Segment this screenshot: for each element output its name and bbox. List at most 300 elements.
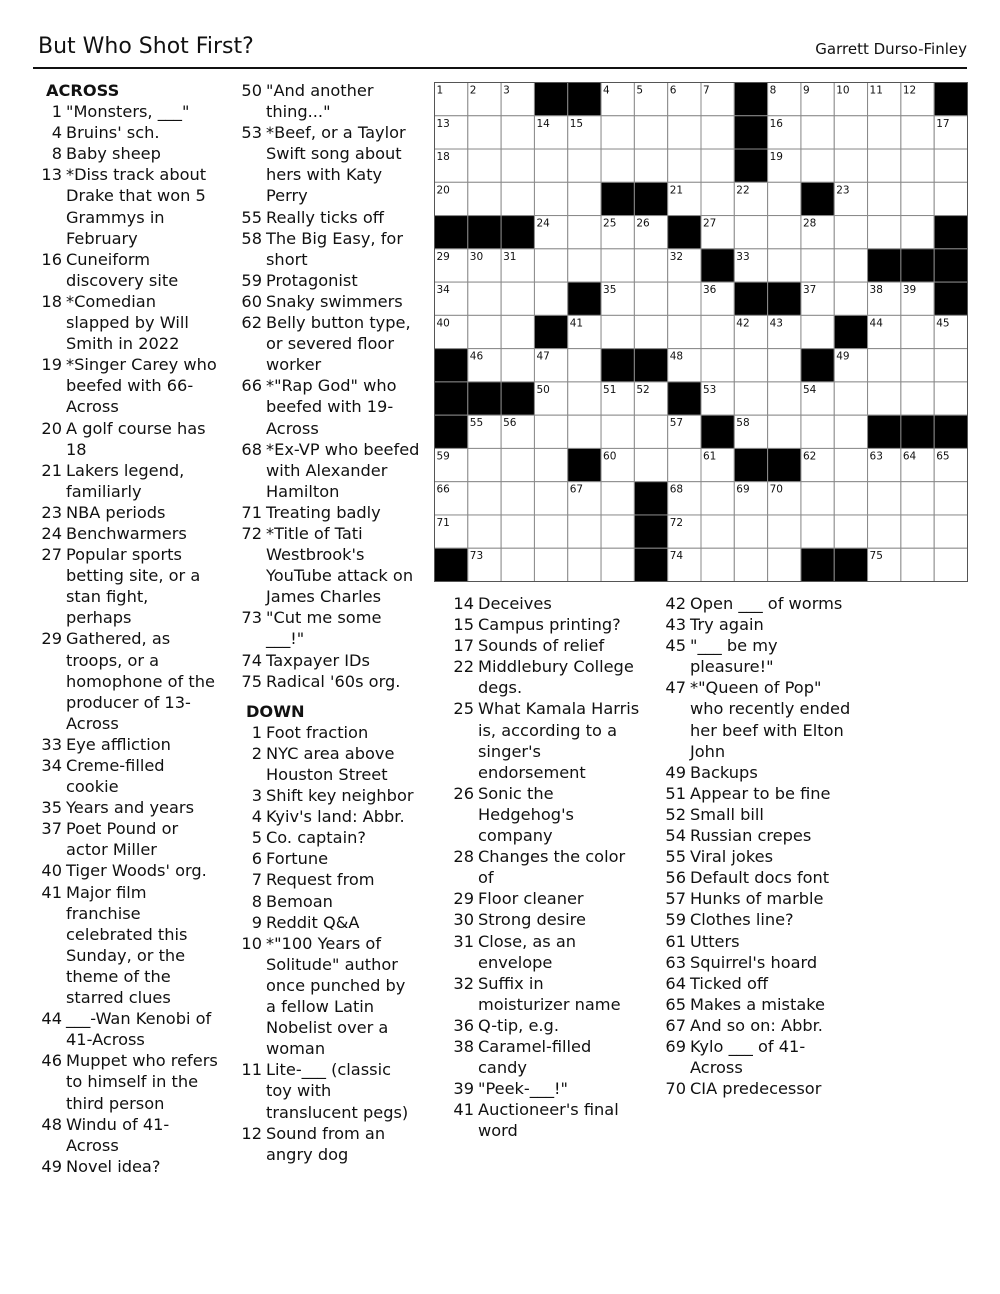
grid-cell[interactable] [668,149,701,182]
clue-item[interactable] [450,614,640,635]
grid-cell[interactable] [468,149,501,182]
clue-item[interactable] [450,931,640,973]
clue-text: Viral jokes [690,847,774,867]
grid-block [568,83,601,116]
cell-number: 47 [536,350,550,363]
grid-cell[interactable] [534,548,567,581]
grid-cell[interactable] [668,282,701,315]
grid-cell[interactable] [501,349,534,382]
grid-cell[interactable] [934,149,967,182]
grid-cell[interactable] [768,415,801,448]
clue-item[interactable] [450,1078,640,1099]
clue-item[interactable] [238,607,420,649]
grid-cell[interactable] [701,182,734,215]
grid-cell[interactable] [768,382,801,415]
grid-cell[interactable] [568,515,601,548]
grid-cell[interactable] [868,116,901,149]
clue-item[interactable] [662,635,852,677]
grid-cell[interactable] [768,249,801,282]
clue-item[interactable] [450,593,640,614]
grid-cell[interactable] [834,216,867,249]
clue-item[interactable] [238,933,420,1060]
clue-item[interactable] [38,143,218,164]
grid-cell[interactable] [501,182,534,215]
grid-cell[interactable] [701,315,734,348]
clue-item[interactable] [238,848,420,869]
clue-item[interactable] [662,994,852,1015]
clue-item[interactable] [38,502,218,523]
grid-cell[interactable] [501,116,534,149]
grid-block [734,83,767,116]
grid-cell[interactable] [734,382,767,415]
grid-block [934,415,967,448]
clue-item[interactable] [662,1078,852,1099]
grid-cell[interactable] [868,482,901,515]
clue-text: Co. captain? [266,828,366,848]
grid-cell[interactable] [534,149,567,182]
clue-item[interactable] [38,882,218,1009]
grid-cell[interactable] [668,116,701,149]
grid-cell[interactable] [701,548,734,581]
grid-cell[interactable] [801,315,834,348]
clue-item[interactable] [450,888,640,909]
grid-cell[interactable] [801,249,834,282]
clue-item[interactable] [38,1050,218,1113]
clue-text: Foot fraction [266,722,369,742]
clue-item[interactable] [238,1059,420,1122]
clue-item[interactable] [662,825,852,846]
cell-number: 10 [836,84,850,97]
clue-item[interactable] [238,912,420,933]
clue-text: Backups [690,762,758,782]
clue-text: Russian crepes [690,826,812,846]
grid-block [901,249,934,282]
grid-cell[interactable] [834,249,867,282]
grid-cell[interactable] [468,315,501,348]
grid-cell[interactable] [901,182,934,215]
cell-number: 38 [869,284,883,297]
grid-cell[interactable] [534,482,567,515]
grid-block [801,349,834,382]
clue-item[interactable] [238,671,420,692]
cell-number: 63 [869,450,883,463]
clue-number: 60 [241,291,262,311]
clue-number: 12 [241,1123,262,1143]
clue-text: *Ex-VP who beefed with Alexander Hamilton [266,439,420,501]
clue-item[interactable] [662,762,852,783]
clue-text: NBA periods [66,502,166,522]
grid-block [934,216,967,249]
grid-cell[interactable] [734,216,767,249]
cell-number: 53 [703,383,717,396]
grid-cell[interactable] [501,448,534,481]
grid-cell[interactable] [768,349,801,382]
clue-item[interactable] [38,860,218,881]
crossword-grid[interactable] [434,82,968,582]
clue-item[interactable] [662,931,852,952]
clue-item[interactable] [662,846,852,867]
grid-cell[interactable] [468,182,501,215]
cell-number: 9 [802,84,810,97]
grid-cell[interactable] [468,116,501,149]
clue-text: *"100 Years of Solitude" author once punched by a fellow Latin Nobelist over a woman [266,933,406,1059]
grid-cell[interactable] [934,515,967,548]
grid-cell[interactable] [501,282,534,315]
grid-cell[interactable] [568,548,601,581]
cell-number: 16 [769,117,784,130]
clue-item[interactable] [662,952,852,973]
clue-text: Benchwarmers [66,523,187,543]
grid-block [634,182,667,215]
clue-text: Novel idea? [66,1156,161,1176]
clue-item[interactable] [238,439,420,502]
grid-cell[interactable] [834,149,867,182]
grid-cell[interactable] [601,149,634,182]
clue-number: 55 [665,847,686,867]
clue-number: 51 [665,783,686,803]
cell-number: 41 [569,317,584,330]
cell-number: 24 [536,217,550,230]
grid-cell[interactable] [834,448,867,481]
grid-cell[interactable] [768,548,801,581]
grid-cell[interactable] [634,448,667,481]
grid-cell[interactable] [568,415,601,448]
grid-cell[interactable] [934,382,967,415]
clue-item[interactable] [238,1123,420,1165]
grid-cell[interactable] [801,149,834,182]
clue-item[interactable] [238,806,420,827]
clue-text: "Peek-___!" [478,1079,568,1099]
grid-cell[interactable] [868,515,901,548]
clue-item[interactable] [238,122,420,206]
clue-item[interactable] [38,354,218,417]
grid-cell[interactable] [534,182,567,215]
grid-cell[interactable] [534,249,567,282]
grid-cell[interactable] [601,116,634,149]
grid-cell[interactable] [468,282,501,315]
grid-cell[interactable] [901,216,934,249]
clue-text: Sonic the Hedgehog's company [478,783,574,846]
grid-cell[interactable] [834,415,867,448]
clue-item[interactable] [662,909,852,930]
clue-item[interactable] [38,755,218,797]
clue-text: *"Queen of Pop" who recently ended her beef with Elton John [690,678,851,761]
grid-cell[interactable] [901,315,934,348]
grid-cell[interactable] [768,182,801,215]
clue-item[interactable] [38,544,218,628]
clue-text: NYC area above Houston Street [266,743,395,784]
clue-item[interactable] [38,460,218,502]
cell-number: 33 [736,250,750,263]
grid-cell[interactable] [468,448,501,481]
clue-text: "___ be my pleasure!" [690,636,778,677]
grid-cell[interactable] [501,315,534,348]
clue-item[interactable] [38,1008,218,1050]
grid-cell[interactable] [801,482,834,515]
grid-cell[interactable] [934,548,967,581]
clue-item[interactable] [238,743,420,785]
clue-item[interactable] [38,122,218,143]
grid-cell[interactable] [568,216,601,249]
grid-cell[interactable] [568,249,601,282]
grid-cell[interactable] [734,515,767,548]
clue-item[interactable] [238,375,420,438]
grid-cell[interactable] [468,515,501,548]
cell-number: 11 [869,84,883,97]
cell-number: 67 [569,483,584,496]
grid-cell[interactable] [634,116,667,149]
clue-item[interactable] [38,249,218,291]
grid-cell[interactable] [568,182,601,215]
grid-cell[interactable] [834,282,867,315]
grid-cell[interactable] [834,482,867,515]
grid-cell[interactable] [901,382,934,415]
clue-item[interactable] [450,783,640,846]
clue-item[interactable] [662,593,852,614]
grid-cell[interactable] [601,249,634,282]
grid-cell[interactable] [934,482,967,515]
grid-cell[interactable] [868,216,901,249]
clue-number: 20 [41,418,62,438]
clue-number: 33 [41,734,62,754]
clue-text: *Beef, or a Taylor Swift song about hers with Katy Perry [266,123,406,206]
grid-block [801,182,834,215]
down-heading: DOWN [246,701,305,721]
clue-item[interactable] [38,1114,218,1156]
grid-cell[interactable] [901,149,934,182]
clue-item[interactable] [38,101,218,122]
clue-item[interactable] [38,291,218,354]
clue-item[interactable] [662,867,852,888]
puzzle-title: But Who Shot First? [38,34,254,59]
clue-text: Close, as an envelope [478,931,577,972]
grid-cell[interactable] [834,515,867,548]
clue-number: 24 [41,523,62,543]
clue-item[interactable] [450,635,640,656]
grid-cell[interactable] [901,515,934,548]
clue-text: Fortune [266,849,329,869]
grid-cell[interactable] [501,548,534,581]
grid-cell[interactable] [834,382,867,415]
clue-item[interactable] [662,1036,852,1078]
clue-item[interactable] [238,827,420,848]
cell-number: 15 [569,117,584,130]
clue-item[interactable] [238,207,420,228]
clue-item[interactable] [450,656,640,698]
grid-cell[interactable] [634,282,667,315]
clue-text: Taxpayer IDs [266,650,370,670]
grid-cell[interactable] [534,282,567,315]
clue-item[interactable] [238,270,420,291]
clue-item[interactable] [238,523,420,607]
clue-number: 31 [453,931,474,951]
clue-text: *Comedian slapped by Will Smith in 2022 [66,291,189,354]
clue-number: 4 [51,123,62,143]
grid-cell[interactable] [634,415,667,448]
clue-item[interactable] [38,418,218,460]
grid-cell[interactable] [568,382,601,415]
grid-cell[interactable] [634,315,667,348]
clue-number: 47 [665,678,686,698]
clue-item[interactable] [662,804,852,825]
clue-number: 64 [665,973,686,993]
grid-cell[interactable] [701,515,734,548]
clue-number: 71 [241,502,262,522]
clue-text: Gathered, as troops, or a homophone of the producer of 13-Across [66,629,215,733]
grid-cell[interactable] [501,149,534,182]
cell-number: 62 [802,450,817,463]
clue-item[interactable] [238,312,420,375]
grid-cell[interactable] [568,349,601,382]
clue-item[interactable] [450,698,640,782]
clue-item[interactable] [662,783,852,804]
clue-item[interactable] [662,888,852,909]
clue-number: 9 [251,912,262,932]
clue-number: 29 [41,629,62,649]
grid-cell[interactable] [901,116,934,149]
clue-text: Default docs font [690,868,830,888]
grid-cell[interactable] [701,116,734,149]
grid-cell[interactable] [601,315,634,348]
grid-cell[interactable] [868,182,901,215]
clue-item[interactable] [38,1156,218,1177]
grid-block [601,349,634,382]
clue-item[interactable] [238,650,420,671]
clue-column-1 [38,80,218,1177]
clue-text: Shift key neighbor [266,786,414,806]
clue-item[interactable] [238,785,420,806]
clue-item[interactable] [238,228,420,270]
cell-number: 35 [603,284,617,297]
clue-number: 41 [41,882,62,902]
grid-cell[interactable] [601,415,634,448]
grid-cell[interactable] [601,482,634,515]
clue-item[interactable] [662,1015,852,1036]
clue-item[interactable] [662,614,852,635]
clue-item[interactable] [38,818,218,860]
grid-cell[interactable] [534,448,567,481]
grid-cell[interactable] [534,415,567,448]
grid-cell[interactable] [801,415,834,448]
puzzle-author: Garrett Durso-Finley [815,40,967,58]
cell-number: 32 [669,250,684,263]
grid-cell[interactable] [634,249,667,282]
grid-cell[interactable] [668,448,701,481]
clue-text: Belly button type, or severed floor worker [266,313,411,375]
grid-block [901,415,934,448]
grid-block [701,415,734,448]
clue-number: 1 [251,722,262,742]
cell-number: 39 [902,284,917,297]
clue-item[interactable] [238,502,420,523]
cell-number: 68 [669,483,684,496]
clue-number: 75 [241,671,262,691]
clue-item[interactable] [450,973,640,1015]
clue-number: 11 [241,1060,262,1080]
grid-block [734,448,767,481]
grid-cell[interactable] [634,149,667,182]
clue-text: ___-Wan Kenobi of 41-Across [66,1009,212,1050]
grid-cell[interactable] [701,482,734,515]
grid-cell[interactable] [701,349,734,382]
grid-cell[interactable] [534,515,567,548]
clue-text: Squirrel's hoard [690,952,818,972]
grid-cell[interactable] [601,548,634,581]
clue-item[interactable] [450,1099,640,1141]
clue-text: CIA predecessor [690,1079,822,1099]
grid-cell[interactable] [501,515,534,548]
clue-text: What Kamala Harris is, according to a singer's endorsement [478,699,640,782]
clue-item[interactable] [38,628,218,733]
clue-item[interactable] [450,909,640,930]
clue-text: Baby sheep [66,144,161,164]
grid-cell[interactable] [768,515,801,548]
grid-cell[interactable] [768,216,801,249]
grid-cell[interactable] [868,149,901,182]
grid-block [668,216,701,249]
grid-cell[interactable] [868,349,901,382]
clue-item[interactable] [450,1036,640,1078]
grid-cell[interactable] [934,182,967,215]
clue-text: "Monsters, ___" [66,102,190,122]
clue-item[interactable] [38,164,218,248]
clue-item[interactable] [238,891,420,912]
cell-number: 13 [436,117,450,130]
clue-number: 40 [41,861,62,881]
grid-cell[interactable] [801,116,834,149]
clue-item[interactable] [38,734,218,755]
grid-cell[interactable] [568,149,601,182]
clue-number: 28 [453,847,474,867]
clue-number: 22 [453,657,474,677]
clue-item[interactable] [662,677,852,761]
clue-item[interactable] [38,797,218,818]
clue-number: 26 [453,783,474,803]
clue-number: 35 [41,798,62,818]
clue-item[interactable] [238,722,420,743]
grid-cell[interactable] [934,349,967,382]
grid-cell[interactable] [468,482,501,515]
grid-cell[interactable] [801,515,834,548]
clue-item[interactable] [450,846,640,888]
grid-cell[interactable] [734,349,767,382]
clue-number: 62 [241,313,262,333]
grid-cell[interactable] [701,149,734,182]
clue-item[interactable] [238,869,420,890]
clue-text: Muppet who refers to himself in the third person [66,1051,218,1113]
clue-text: Utters [690,931,740,951]
grid-cell[interactable] [501,482,534,515]
clue-text: "And another thing..." [266,81,374,122]
grid-cell[interactable] [901,548,934,581]
cell-number: 58 [736,417,750,430]
clue-item[interactable] [38,523,218,544]
grid-cell[interactable] [901,482,934,515]
clue-item[interactable] [450,1015,640,1036]
grid-cell[interactable] [734,548,767,581]
clue-item[interactable] [238,80,420,122]
grid-cell[interactable] [668,315,701,348]
grid-cell[interactable] [601,515,634,548]
clue-item[interactable] [662,973,852,994]
grid-cell[interactable] [868,382,901,415]
grid-cell[interactable] [834,116,867,149]
grid-cell[interactable] [901,349,934,382]
clue-number: 42 [665,594,686,613]
clue-item[interactable] [238,291,420,312]
grid-block [435,382,468,415]
cell-number: 64 [902,450,917,463]
